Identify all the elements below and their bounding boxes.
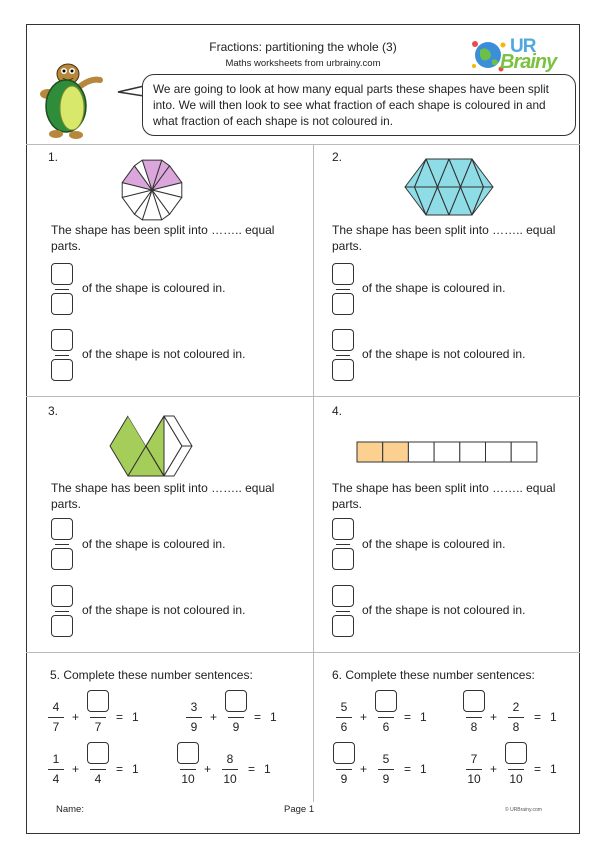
result-value: 1 [264, 762, 271, 776]
numerator: 5 [340, 700, 348, 714]
plus-sign: + [360, 710, 368, 724]
footer-page-number: Page 1 [284, 804, 315, 815]
denominator-box[interactable] [51, 615, 73, 637]
fraction-bar [90, 769, 106, 770]
numerator: 1 [52, 752, 60, 766]
question-1-coloured-fraction [50, 263, 76, 315]
logo-text-brainy: Brainy [500, 51, 557, 73]
numerator-box[interactable] [51, 518, 73, 540]
missing-numerator-box[interactable] [225, 690, 247, 712]
fraction-bar [55, 544, 69, 545]
fraction-bar [55, 611, 69, 612]
question-4-number: 4. [332, 404, 343, 418]
question-2-coloured-fraction [331, 263, 357, 315]
divider-top [26, 144, 580, 145]
denominator: 10 [223, 772, 237, 786]
fraction-bar [55, 355, 69, 356]
question-4-coloured-fraction [331, 518, 357, 570]
question-4-not-coloured-label: of the shape is not coloured in. [362, 603, 526, 617]
denominator: 6 [340, 720, 348, 734]
fraction-bar [336, 769, 352, 770]
fraction-bar [336, 611, 350, 612]
question-6-title: 6. Complete these number sentences: [332, 668, 535, 682]
fraction-bar [228, 717, 244, 718]
missing-numerator-box[interactable] [333, 742, 355, 764]
fraction-bar [55, 289, 69, 290]
missing-numerator-box[interactable] [463, 690, 485, 712]
strip-part [383, 442, 409, 462]
urbrainy-logo [470, 36, 562, 74]
fraction-bar [378, 769, 394, 770]
fraction-bar [336, 355, 350, 356]
numerator-box[interactable] [332, 518, 354, 540]
fraction-bar [378, 717, 394, 718]
denominator-box[interactable] [332, 615, 354, 637]
fraction-bar [48, 769, 64, 770]
numerator: 2 [512, 700, 520, 714]
denominator: 6 [382, 720, 390, 734]
fraction-bar [186, 717, 202, 718]
denominator: 7 [94, 720, 102, 734]
question-2-sentence: The shape has been split into …….. equal parts. [332, 223, 556, 253]
page-subtitle: Maths worksheets from urbrainy.com [225, 58, 381, 69]
plus-sign: + [490, 710, 498, 724]
question-1-sentence: The shape has been split into …….. equal parts. [51, 223, 275, 253]
numerator: 8 [226, 752, 234, 766]
denominator: 4 [52, 772, 60, 786]
denominator: 4 [94, 772, 102, 786]
strip-part [434, 442, 460, 462]
denominator: 9 [340, 772, 348, 786]
missing-numerator-box[interactable] [87, 690, 109, 712]
question-3-rhombuses [108, 414, 194, 478]
denominator: 8 [512, 720, 520, 734]
number-sentence [48, 690, 168, 742]
question-5-title: 5. Complete these number sentences: [50, 668, 253, 682]
fraction-bar [48, 717, 64, 718]
denominator-box[interactable] [332, 293, 354, 315]
question-1-coloured-label: of the shape is coloured in. [82, 281, 226, 295]
divider-bottom [26, 652, 580, 653]
logo-text-ur: UR [510, 36, 536, 57]
result-value: 1 [270, 710, 277, 724]
strip-part [511, 442, 537, 462]
missing-numerator-box[interactable] [505, 742, 527, 764]
missing-numerator-box[interactable] [87, 742, 109, 764]
numerator-box[interactable] [51, 263, 73, 285]
denominator: 10 [181, 772, 195, 786]
plus-sign: + [204, 762, 212, 776]
footer-name-label: Name: [56, 804, 84, 815]
equals-sign: = [116, 710, 124, 724]
question-3-not-coloured-fraction [50, 585, 76, 637]
equals-sign: = [254, 710, 262, 724]
equals-sign: = [404, 710, 412, 724]
denominator: 10 [467, 772, 481, 786]
question-1-not-coloured-label: of the shape is not coloured in. [82, 347, 246, 361]
number-sentence [48, 742, 168, 794]
fraction-bar [336, 544, 350, 545]
fraction-bar [222, 769, 238, 770]
number-sentence [336, 742, 456, 794]
footer-copyright: © URBrainy.com [505, 807, 542, 813]
question-3-number: 3. [48, 404, 59, 418]
question-3-coloured-label: of the shape is coloured in. [82, 537, 226, 551]
equals-sign: = [534, 762, 542, 776]
question-4-sentence: The shape has been split into …….. equal parts. [332, 481, 556, 511]
missing-numerator-box[interactable] [375, 690, 397, 712]
turtle-mascot-icon [34, 58, 114, 140]
question-1-number: 1. [48, 150, 59, 164]
numerator: 4 [52, 700, 60, 714]
denominator-box[interactable] [51, 548, 73, 570]
question-2-number: 2. [332, 150, 343, 164]
question-4-not-coloured-fraction [331, 585, 357, 637]
plus-sign: + [490, 762, 498, 776]
intro-speech-bubble: We are going to look at how many equal parts these shapes have been split into. We will then look to see what fraction of each shape is coloured in and what fraction of each shape is not coloured in. [142, 74, 576, 136]
strip-part [486, 442, 512, 462]
denominator: 9 [190, 720, 198, 734]
equals-sign: = [116, 762, 124, 776]
divider-vertical-upper [313, 144, 314, 652]
denominator: 8 [470, 720, 478, 734]
numerator: 7 [470, 752, 478, 766]
fraction-bar [508, 769, 524, 770]
question-4-strip [356, 441, 538, 463]
number-sentence [336, 690, 456, 742]
divider-middle [26, 396, 580, 397]
numerator-box[interactable] [332, 263, 354, 285]
strip-part [357, 442, 383, 462]
numerator: 3 [190, 700, 198, 714]
question-3-coloured-fraction [50, 518, 76, 570]
question-4-coloured-label: of the shape is coloured in. [362, 537, 506, 551]
result-value: 1 [420, 762, 427, 776]
strip-part [460, 442, 486, 462]
denominator: 9 [382, 772, 390, 786]
number-sentence [180, 742, 300, 794]
plus-sign: + [72, 762, 80, 776]
fraction-bar [180, 769, 196, 770]
fraction-bar [336, 717, 352, 718]
equals-sign: = [248, 762, 256, 776]
plus-sign: + [360, 762, 368, 776]
divider-vertical-lower [313, 652, 314, 802]
question-2-coloured-label: of the shape is coloured in. [362, 281, 506, 295]
denominator-box[interactable] [332, 359, 354, 381]
result-value: 1 [132, 762, 139, 776]
question-2-not-coloured-fraction [331, 329, 357, 381]
denominator: 7 [52, 720, 60, 734]
page-title: Fractions: partitioning the whole (3) [209, 40, 397, 54]
numerator-box[interactable] [332, 585, 354, 607]
question-2-hexagon [404, 158, 494, 216]
denominator-box[interactable] [51, 293, 73, 315]
question-3-sentence: The shape has been split into …….. equal parts. [51, 481, 275, 511]
plus-sign: + [210, 710, 218, 724]
missing-numerator-box[interactable] [177, 742, 199, 764]
numerator-box[interactable] [51, 329, 73, 351]
denominator: 9 [232, 720, 240, 734]
denominator-box[interactable] [332, 548, 354, 570]
result-value: 1 [420, 710, 427, 724]
question-3-not-coloured-label: of the shape is not coloured in. [82, 603, 246, 617]
strip-part [408, 442, 434, 462]
result-value: 1 [550, 710, 557, 724]
result-value: 1 [550, 762, 557, 776]
question-1-decagon [120, 158, 184, 222]
fraction-bar [508, 717, 524, 718]
fraction-bar [466, 769, 482, 770]
equals-sign: = [534, 710, 542, 724]
equals-sign: = [404, 762, 412, 776]
fraction-bar [336, 289, 350, 290]
denominator-box[interactable] [51, 359, 73, 381]
number-sentence [466, 742, 586, 794]
question-1-not-coloured-fraction [50, 329, 76, 381]
numerator-box[interactable] [51, 585, 73, 607]
number-sentence [466, 690, 586, 742]
number-sentence [186, 690, 306, 742]
fraction-bar [466, 717, 482, 718]
result-value: 1 [132, 710, 139, 724]
denominator: 10 [509, 772, 523, 786]
question-2-not-coloured-label: of the shape is not coloured in. [362, 347, 526, 361]
numerator: 5 [382, 752, 390, 766]
fraction-bar [90, 717, 106, 718]
numerator-box[interactable] [332, 329, 354, 351]
plus-sign: + [72, 710, 80, 724]
